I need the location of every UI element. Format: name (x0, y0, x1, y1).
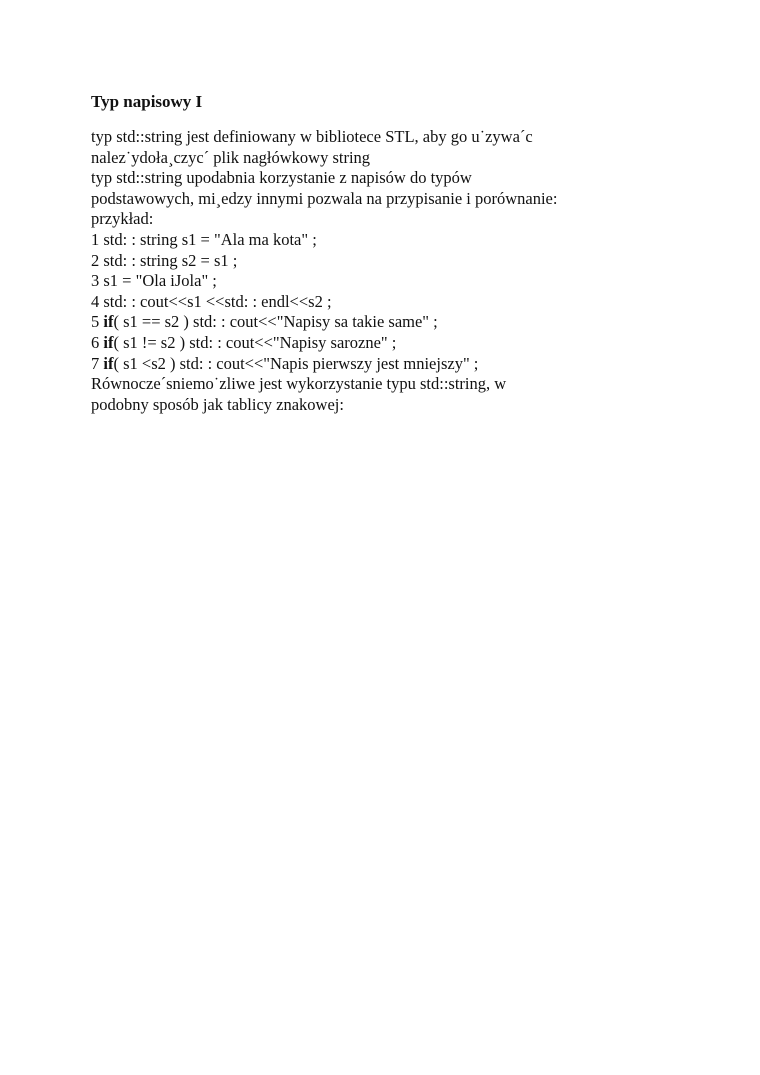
document-content (91, 92, 691, 415)
code-line-3 (91, 271, 691, 292)
code-line-1-text: 1 std: : string s1 = "Ala ma kota" ; (91, 229, 317, 249)
paragraph-line-4: podstawowych, mi¸edzy innymi pozwala na przypisanie i porównanie: (91, 188, 558, 208)
code-line-5-keyword: if (103, 312, 114, 332)
code-line-1 (91, 230, 691, 251)
code-line-3-text: 3 s1 = "Ola iJola" ; (91, 271, 217, 291)
code-line-7-number: 7 (91, 353, 104, 373)
code-line-7-rest: ( s1 <s2 ) std: : cout<<"Napis pierwszy jest mniejszy" ; (113, 353, 479, 373)
code-line-5 (91, 312, 691, 333)
code-line-6-keyword: if (103, 332, 114, 352)
closing-line-2: podobny sposób jak tablicy znakowej: (91, 394, 344, 414)
closing-line-1: Równocze´sniemo˙zliwe jest wykorzystanie typu std::string, w (91, 374, 507, 394)
code-line-5-number: 5 (91, 312, 104, 332)
paragraph-line-5: przykład: (91, 209, 154, 229)
code-line-4-text: 4 std: : cout<<s1 <<std: : endl<<s2 ; (91, 291, 332, 311)
paragraph-line-3: typ std::string upodabnia korzystanie z napisów do typów (91, 168, 472, 188)
paragraph-line-1: typ std::string jest definiowany w bibliotece STL, aby go u˙zywa´c (91, 127, 533, 146)
code-line-7-keyword: if (103, 353, 114, 373)
page-title: Typ napisowy I (91, 92, 203, 111)
code-line-6-rest: ( s1 != s2 ) std: : cout<<"Napisy sarozne" ; (113, 332, 397, 352)
paragraph-line-2: nalez˙ydoła¸czyc´ plik nagłówkowy string (91, 147, 371, 167)
code-line-6-number: 6 (91, 332, 104, 352)
code-line-7 (91, 354, 691, 375)
code-line-5-rest: ( s1 == s2 ) std: : cout<<"Napisy sa takie same" ; (113, 312, 438, 332)
code-line-4 (91, 292, 691, 313)
code-line-2 (91, 251, 691, 272)
code-line-6 (91, 333, 691, 354)
code-line-2-text: 2 std: : string s2 = s1 ; (91, 250, 238, 270)
